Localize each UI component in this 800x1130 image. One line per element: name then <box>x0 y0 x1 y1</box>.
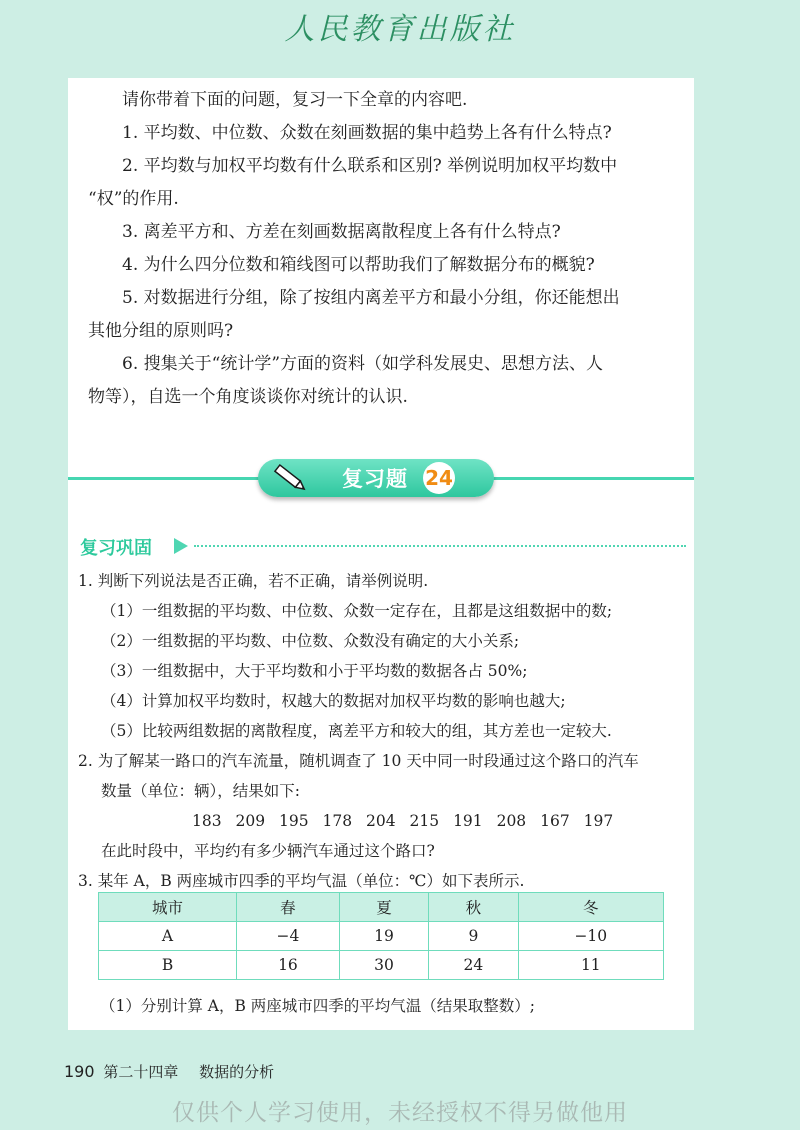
table-header-cell: 城市 <box>99 893 237 922</box>
intro-lead: 请你带着下面的问题，复习一下全章的内容吧. <box>122 90 468 110</box>
question-3: 3. 离差平方和、方差在刻画数据离散程度上各有什么特点? <box>122 222 561 242</box>
watermark: 仅供个人学习使用，未经授权不得另做他用 <box>172 1100 628 1126</box>
exercise-1: 1. 判断下列说法是否正确，若不正确，请举例说明. <box>78 572 429 590</box>
table-header-row <box>99 893 664 922</box>
page-number: 190 <box>64 1062 95 1081</box>
section-header <box>80 534 686 558</box>
table-header-cell: 夏 <box>339 893 428 922</box>
exercise-2-data: 183 209 195 178 204 215 191 208 167 197 <box>192 812 614 830</box>
table-cell: −4 <box>237 922 340 951</box>
question-2-cont: “权”的作用. <box>88 189 179 209</box>
section-title: 复习巩固 <box>80 538 152 559</box>
publisher-logo: 人民教育出版社 <box>284 12 516 47</box>
question-1: 1. 平均数、中位数、众数在刻画数据的集中趋势上各有什么特点? <box>122 123 612 143</box>
review-banner <box>258 459 494 497</box>
question-4: 4. 为什么四分位数和箱线图可以帮助我们了解数据分布的概貌? <box>122 255 595 275</box>
intro-questions <box>88 84 684 414</box>
table-cell: 9 <box>429 922 518 951</box>
section-dotted-rule <box>194 545 686 547</box>
table-row <box>99 922 664 951</box>
exercise-3-1: （1）分别计算 A，B 两座城市四季的平均气温（结果取整数）; <box>100 997 536 1015</box>
banner-number: 24 <box>423 462 455 494</box>
question-6: 6. 搜集关于“统计学”方面的资料（如学科发展史、思想方法、人 <box>122 354 604 374</box>
exercise-2-cont: 数量（单位：辆），结果如下: <box>101 782 300 800</box>
chapter-label: 第二十四章 <box>103 1063 179 1081</box>
table-header-cell: 冬 <box>518 893 663 922</box>
question-5-cont: 其他分组的原则吗? <box>88 321 234 341</box>
exercise-1-5: （5）比较两组数据的离散程度，离差平方和较大的组，其方差也一定较大. <box>101 722 612 740</box>
exercise-3: 3. 某年 A，B 两座城市四季的平均气温（单位：℃）如下表所示. <box>78 872 525 890</box>
table-header-cell: 秋 <box>429 893 518 922</box>
exercise-1-4: （4）计算加权平均数时，权越大的数据对加权平均数的影响也越大; <box>101 692 566 710</box>
table-cell: A <box>99 922 237 951</box>
exercise-1-1: （1）一组数据的平均数、中位数、众数一定存在，且都是这组数据中的数; <box>101 602 613 620</box>
table-cell: B <box>99 951 237 980</box>
page-footer <box>64 1061 274 1082</box>
table-header-cell: 春 <box>237 893 340 922</box>
question-5: 5. 对数据进行分组，除了按组内离差平方和最小分组，你还能想出 <box>122 288 620 308</box>
exercises <box>78 566 690 896</box>
temperature-table <box>98 892 664 980</box>
table-cell: 19 <box>339 922 428 951</box>
question-6-cont: 物等），自选一个角度谈谈你对统计的认识. <box>88 387 408 407</box>
table-cell: 16 <box>237 951 340 980</box>
table-cell: 24 <box>429 951 518 980</box>
exercise-2: 2. 为了解某一路口的汽车流量，随机调查了 10 天中同一时段通过这个路口的汽车 <box>78 752 639 770</box>
section-arrow-icon <box>174 538 188 554</box>
exercise-2-question: 在此时段中，平均约有多少辆汽车通过这个路口? <box>101 842 435 860</box>
table-cell: 30 <box>339 951 428 980</box>
exercise-1-2: （2）一组数据的平均数、中位数、众数没有确定的大小关系; <box>101 632 520 650</box>
table-cell: −10 <box>518 922 663 951</box>
pencil-icon <box>270 463 310 497</box>
question-2: 2. 平均数与加权平均数有什么联系和区别? 举例说明加权平均数中 <box>122 156 618 176</box>
table-cell: 11 <box>518 951 663 980</box>
chapter-title: 数据的分析 <box>199 1063 275 1081</box>
exercise-1-3: （3）一组数据中，大于平均数和小于平均数的数据各占 50%; <box>101 662 528 680</box>
table-row <box>99 951 664 980</box>
banner-title: 复习题 <box>342 467 408 491</box>
